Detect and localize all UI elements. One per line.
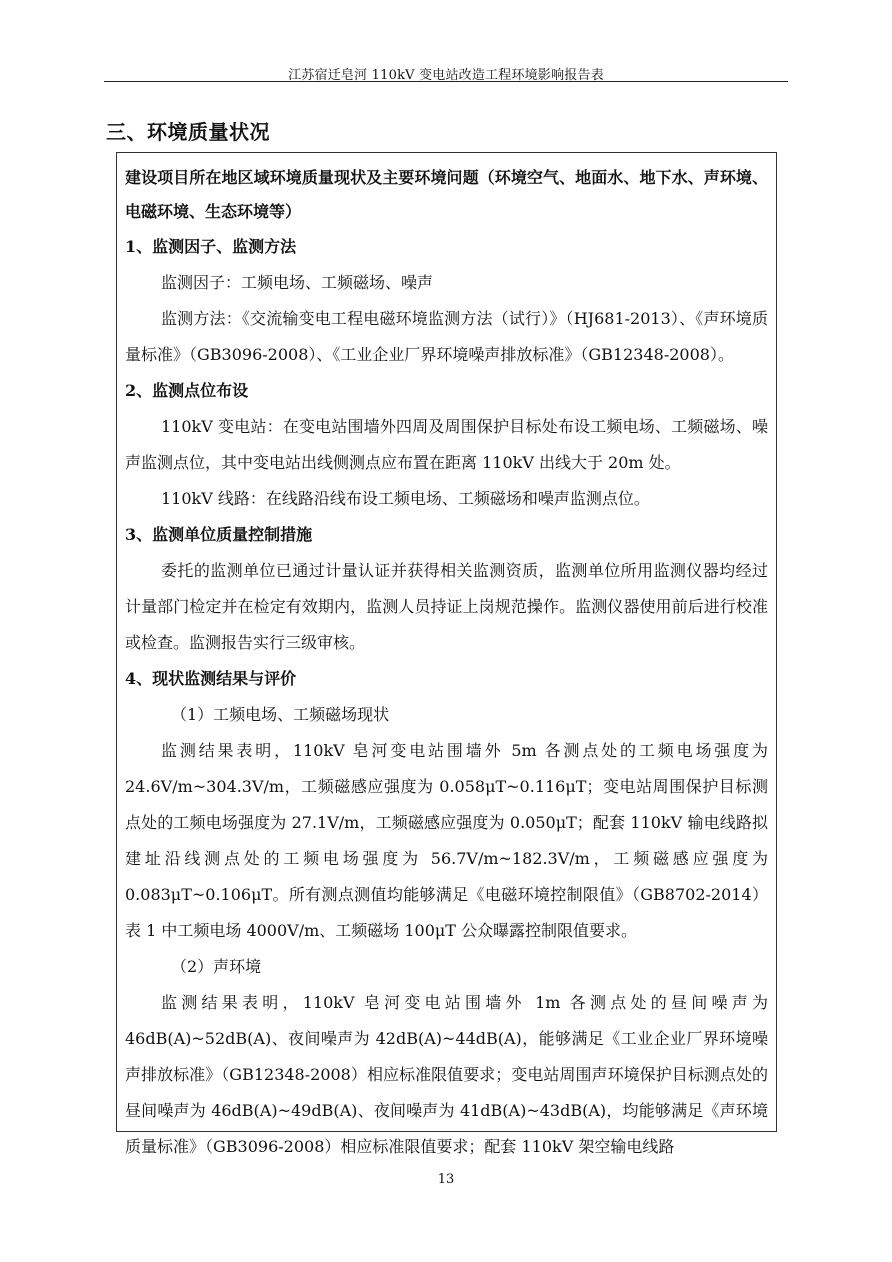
section-title: 三、环境质量状况 [106, 120, 270, 144]
header-divider [104, 81, 788, 82]
subheading-emf-status: （1）工频电场、工频磁场现状 [171, 705, 390, 724]
paragraph-substation-points: 110kV 变电站：在变电站围墙外四周及周围保护目标处布设工频电场、工频磁场、噪声监测点位，其中变电站出线侧测点应布置在距离 110kV 出线大于 20m 处。 [125, 417, 768, 472]
page-number: 13 [437, 1172, 455, 1187]
content-body [117, 153, 776, 1165]
content-box [116, 152, 777, 1156]
paragraph-line-points: 110kV 线路：在线路沿线布设工频电场、工频磁场和噪声监测点位。 [161, 489, 650, 508]
paragraph-noise-results: 监测结果表明，110kV 皂河变电站围墙外 1m 各测点处的昼间噪声为 46dB(A)~52dB(A)、夜间噪声为 42dB(A)~44dB(A)，能够满足《工业企业厂界环境噪声排放标准》（GB12348-2008）相应标准限值要求；变电站周围声环境保护目标测点处的昼间噪声为 46dB(A)~49dB(A)、夜间噪声为 41dB(A)~43dB(A)，均能够满足《声环境质量标准》（GB3096-2008）相应标准限值要求；配套 110kV 架空输电线路 [125, 993, 768, 1156]
running-header: 江苏宿迁皂河 110kV 变电站改造工程环境影响报告表 [288, 68, 604, 83]
heading-monitoring-points: 2、监测点位布设 [125, 381, 249, 400]
paragraph-monitoring-factors: 监测因子：工频电场、工频磁场、噪声 [161, 273, 434, 292]
paragraph-quality-control: 委托的监测单位已通过计量认证并获得相关监测资质，监测单位所用监测仪器均经过计量部门检定并在检定有效期内，监测人员持证上岗规范操作。监测仪器使用前后进行校准或检查。监测报告实行三级审核。 [125, 561, 768, 652]
subheading-acoustic-environment: （2）声环境 [171, 957, 262, 976]
paragraph-monitoring-methods: 监测方法：《交流输变电工程电磁环境监测方法（试行）》（HJ681-2013）、《声环境质量标准》（GB3096-2008）、《工业企业厂界环境噪声排放标准》（GB12348-2008）。 [125, 309, 768, 364]
box-title: 建设项目所在地区域环境质量现状及主要环境问题（环境空气、地面水、地下水、声环境、电磁环境、生态环境等） [125, 168, 768, 221]
heading-quality-control: 3、监测单位质量控制措施 [125, 525, 313, 544]
paragraph-emf-results: 监测结果表明，110kV 皂河变电站围墙外 5m 各测点处的工频电场强度为 24.6V/m~304.3V/m，工频磁感应强度为 0.058μT~0.116μT；变电站周围保护目标测点处的工频电场强度为 27.1V/m，工频磁感应强度为 0.050μT；配套 110kV 输电线路拟建址沿线测点处的工频电场强度为 56.7V/m~182.3V/m，工频磁感应强度为 0.083μT~0.106μT。所有测点测值均能够满足《电磁环境控制限值》（GB8702-2014）表 1 中工频电场 4000V/m、工频磁场 100μT 公众曝露控制限值要求。 [125, 741, 768, 940]
heading-monitoring-results: 4、现状监测结果与评价 [125, 669, 297, 688]
heading-monitoring-factors: 1、监测因子、监测方法 [125, 237, 297, 256]
